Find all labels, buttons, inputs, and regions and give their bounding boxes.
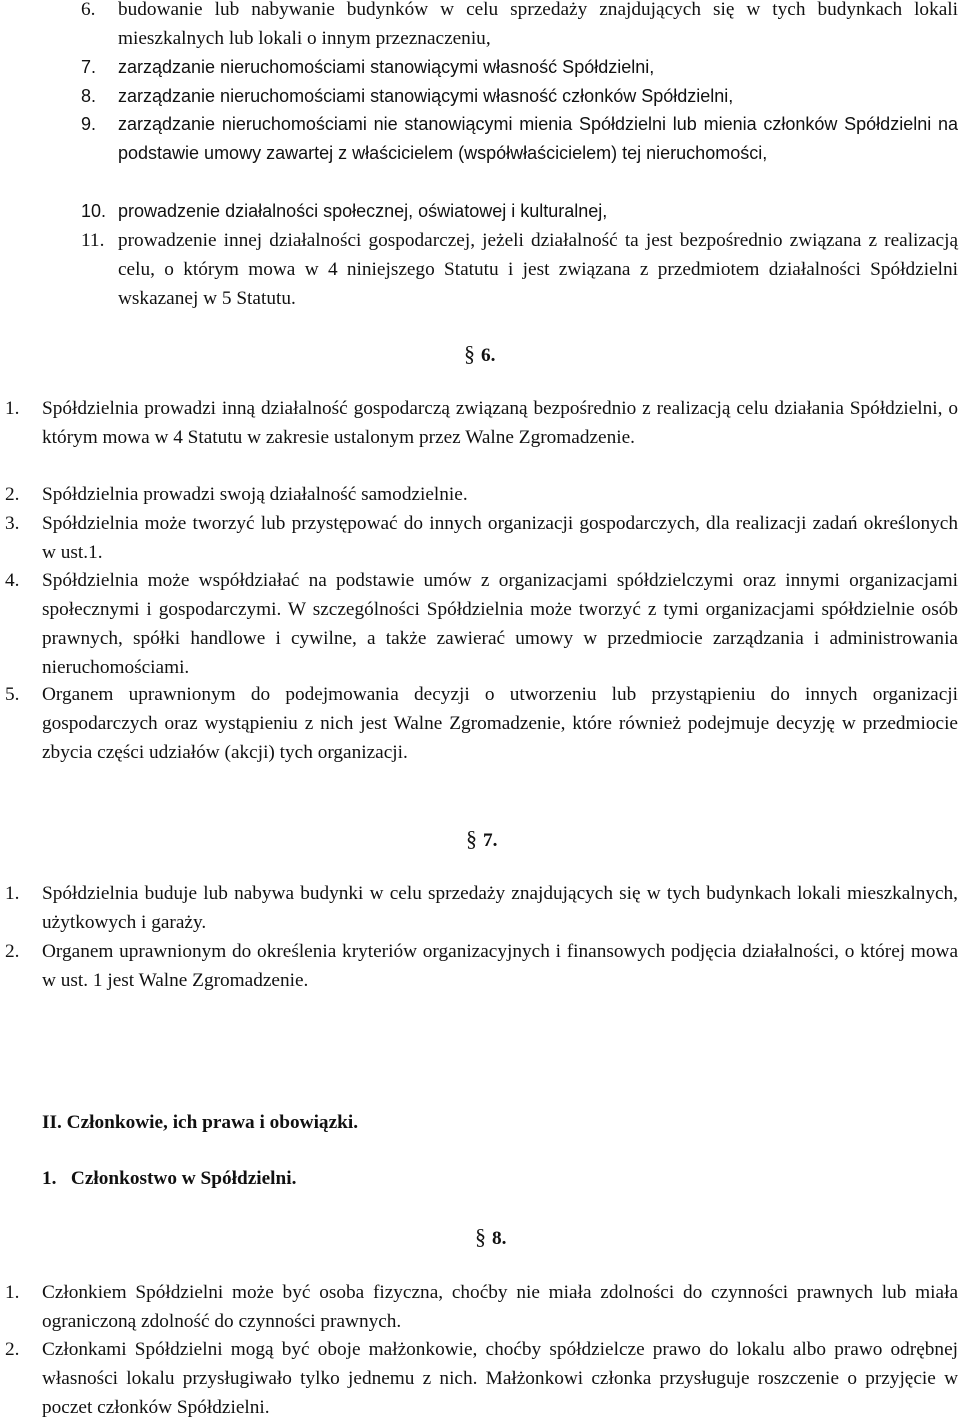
list-item-text: Spółdzielnia może współdziałać na podstawie umów z organizacjami spółdzielczymi oraz innymi organizacjami społecznymi i gospodarczymi. W szczególności Spółdzielnia może tworzyć z tymi organizacjami spółdzielnie osób prawnych, spółki handlowe i cywilne, a także zawierać umowy w przedmiocie zarządzania i administrowania nieruchomościami. bbox=[42, 570, 958, 678]
list-item-number: 1. bbox=[5, 398, 20, 419]
list-item-number: 2. bbox=[5, 941, 20, 962]
list-item-number: 10. bbox=[81, 201, 107, 221]
section-sign: § bbox=[466, 826, 477, 851]
list-item bbox=[0, 937, 958, 995]
list-item-text: Spółdzielnia prowadzi inną działalność gospodarczą związaną bezpośrednio z realizacją celu działania Spółdzielni, o którym mowa w 4 Statutu w zakresie ustalonym przez Walne Zgromadzenie. bbox=[42, 398, 958, 448]
list-item bbox=[0, 53, 958, 82]
list-item-number: 8. bbox=[81, 86, 97, 106]
list-item-text: budowanie lub nabywanie budynków w celu sprzedaży znajdujących się w tych budynkach lokali mieszkalnych lub lokali o innym przeznaczeniu, bbox=[118, 0, 958, 49]
list-item bbox=[0, 566, 958, 682]
list-item-text: Organem uprawnionym do podejmowania decyzji o utworzeniu lub przystąpieniu do innych organizacji gospodarczych oraz wystąpieniu z nich jest Walne Zgromadzenie, które również podejmuje decyzję w przedmiocie zbycia części udziałów (akcji) tych organizacji. bbox=[42, 684, 958, 763]
list-item-number: 7. bbox=[81, 57, 97, 77]
list-item-number: 11. bbox=[81, 230, 105, 251]
list-item-number: 1. bbox=[5, 883, 20, 904]
list-item-number: 2. bbox=[5, 1339, 20, 1360]
list-item bbox=[0, 394, 958, 452]
list-item bbox=[0, 509, 958, 567]
list-item-number: 9. bbox=[81, 114, 97, 134]
list-item-text: prowadzenie innej działalności gospodarczej, jeżeli działalność ta jest bezpośrednio związana z realizacją celu, o którym mowa w 4 niniejszego Statutu i jest związana z przedmiotem działalności Spółdzielni wskazanej w 5 Statutu. bbox=[118, 230, 958, 309]
list-item bbox=[0, 879, 958, 937]
list-item bbox=[0, 1278, 958, 1336]
section-sign: § bbox=[475, 1224, 486, 1249]
list-item-text: Spółdzielnia może tworzyć lub przystępować do innych organizacji gospodarczych, dla realizacji zadań określonych w ust.1. bbox=[42, 513, 958, 563]
list-item-text: prowadzenie działalności społecznej, oświatowej i kulturalnej, bbox=[118, 201, 608, 221]
section-number-7 bbox=[466, 824, 497, 855]
list-item-text: Spółdzielnia prowadzi swoją działalność samodzielnie. bbox=[42, 484, 468, 505]
chapter-heading: II. Członkowie, ich prawa i obowiązki. bbox=[42, 1112, 359, 1133]
section-label: 7. bbox=[483, 830, 498, 851]
list-item-number: 5. bbox=[5, 684, 20, 705]
list-item-text: zarządzanie nieruchomościami stanowiącymi własność Spółdzielni, bbox=[118, 57, 655, 77]
list-item-text: Członkami Spółdzielni mogą być oboje małżonkowie, choćby spółdzielcze prawo do lokalu albo prawo odrębnej własności lokalu przysługiwało tylko jednemu z nich. Małżonkowi członka przysługuje roszczenie o przyjęcie w poczet członków Spółdzielni. bbox=[42, 1339, 958, 1418]
list-item bbox=[0, 197, 958, 226]
list-item bbox=[0, 0, 958, 53]
list-item-text: zarządzanie nieruchomościami nie stanowiącymi mienia Spółdzielni lub mienia członków Spółdzielni na podstawie umowy zawartej z właścicielem (współwłaścicielem) tej nieruchomości, bbox=[118, 114, 958, 163]
list-item-text: Członkiem Spółdzielni może być osoba fizyczna, choćby nie miała zdolności do czynności prawnych lub miała ograniczoną zdolność do czynności prawnych. bbox=[42, 1282, 958, 1332]
section-number-8 bbox=[475, 1222, 506, 1253]
list-item-number: 4. bbox=[5, 570, 20, 591]
list-item bbox=[0, 1335, 958, 1422]
list-item bbox=[0, 480, 958, 509]
sub-heading: 1. Członkostwo w Spółdzielni. bbox=[42, 1168, 297, 1189]
section-sign: § bbox=[464, 341, 475, 366]
list-item-number: 3. bbox=[5, 513, 20, 534]
list-item-number: 1. bbox=[5, 1282, 20, 1303]
section-label: 8. bbox=[492, 1228, 507, 1249]
list-item bbox=[0, 680, 958, 767]
list-item-number: 2. bbox=[5, 484, 20, 505]
list-item-text: Spółdzielnia buduje lub nabywa budynki w celu sprzedaży znajdujących się w tych budynkach lokali mieszkalnych, użytkowych i garaży. bbox=[42, 883, 958, 933]
list-item bbox=[0, 226, 958, 313]
list-item-text: zarządzanie nieruchomościami stanowiącymi własność członków Spółdzielni, bbox=[118, 86, 734, 106]
section-number-6 bbox=[464, 339, 495, 370]
list-item bbox=[0, 110, 958, 168]
list-item bbox=[0, 82, 958, 111]
list-item-text: Organem uprawnionym do określenia kryteriów organizacyjnych i finansowych podjęcia działalności, o której mowa w ust. 1 jest Walne Zgromadzenie. bbox=[42, 941, 958, 991]
section-label: 6. bbox=[481, 345, 496, 366]
list-item-number: 6. bbox=[81, 0, 96, 20]
